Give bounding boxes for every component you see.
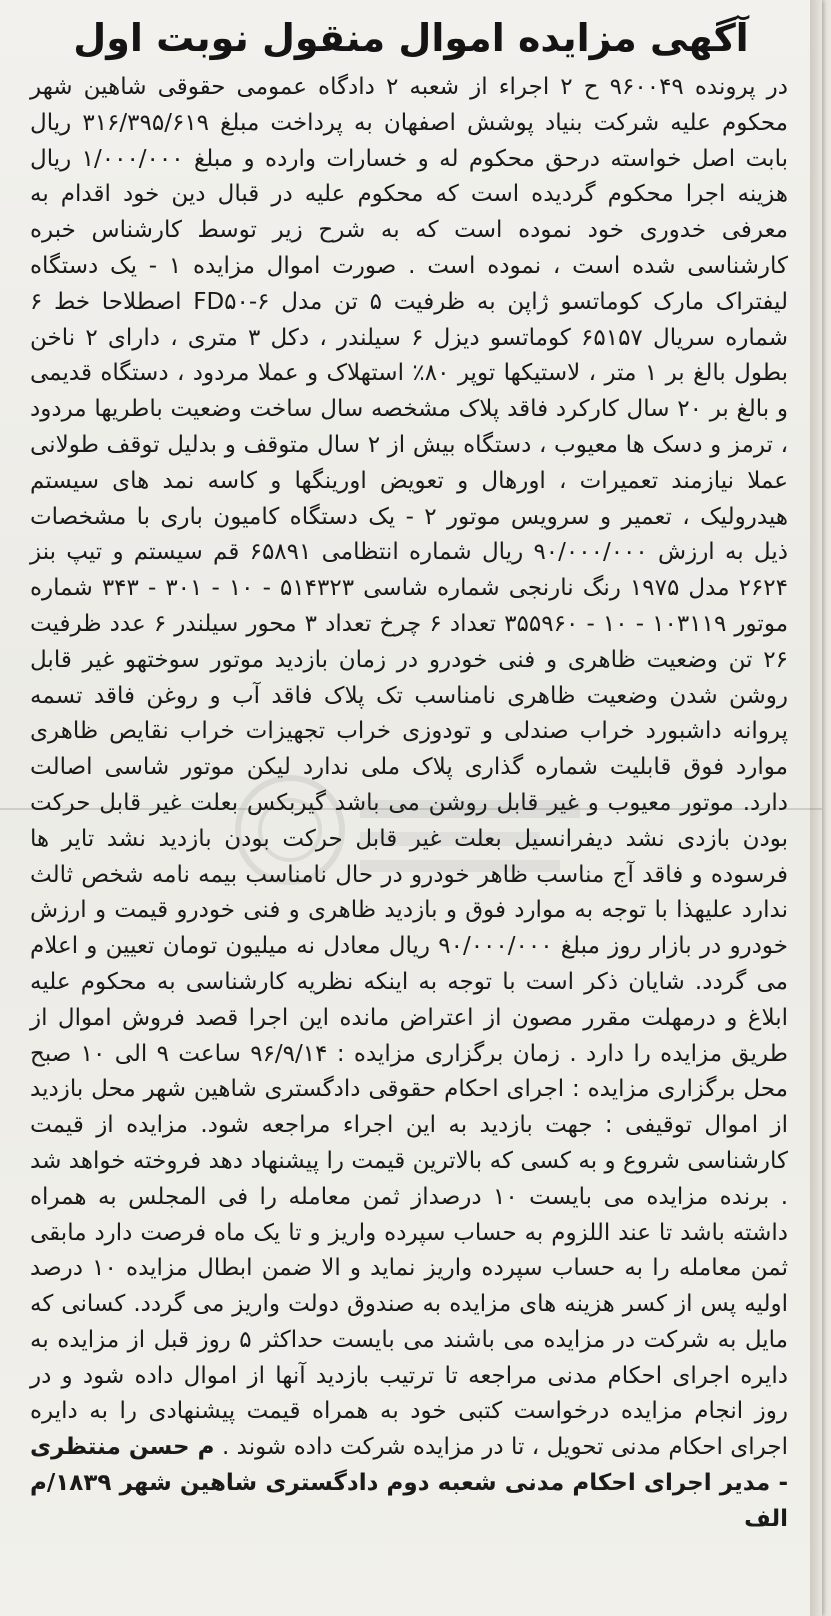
notice-body-text: در پرونده ۹۶۰۰۴۹ ح ۲ اجراء از شعبه ۲ دادگاه عمومی حقوقی شاهین شهر محکوم علیه شرکت بنیاد پوشش اصفهان به پرداخت مبلغ ۳۱۶/۳۹۵/۶۱۹ ریال بابت اصل خواسته درحق محکوم له و خسارات وارده و مبلغ ۱/۰۰۰/۰۰۰ ریال هزینه اجرا محکوم گردیده است که محکوم علیه در قبال دین خود اقدام به معرفی خدوری خود نموده است که به شرح زیر توسط کارشناس خبره کارشناسی شده است ، نموده است . صورت اموال مزایده ۱ - یک دستگاه لیفتراک مارک کوماتسو ژاپن به ظرفیت ۵ تن مدل FD۵۰-۶ اصطلاحا خط ۶ شماره سریال ۶۵۱۵۷ کوماتسو دیزل ۶ سیلندر ، دکل ۳ متری ، دارای ۲ ناخن بطول بالغ بر ۱ متر ، لاستیکها توپر ۸۰٪ استهلاک و عملا مردود ، دستگاه قدیمی و بالغ بر ۲۰ سال کارکرد فاقد پلاک مشخصه سال ساخت وضعیت باطریها مردود ، ترمز و دسک ها معیوب ، دستگاه بیش از ۲ سال متوقف و بدلیل توقف طولانی عملا نیازمند تعمیرات ، اورهال و تعویض اورینگها و کاسه نمد های سیستم هیدرولیک ، تعمیر و سرویس موتور ۲ - یک دستگاه کامیون باری با مشخصات ذیل به ارزش ۹۰/۰۰۰/۰۰۰ ریال شماره انتظامی ۶۵۸۹۱ قم سیستم و تیپ بنز ۲۶۲۴ مدل ۱۹۷۵ رنگ نارنجی شماره شاسی ۵۱۴۳۲۳ - ۱۰ - ۳۰۱ - ۳۴۳ شماره موتور ۱۰۳۱۱۹ - ۱۰ - ۳۵۵۹۶۰ تعداد ۶ چرخ تعداد ۳ محور سیلندر ۶ عدد ظرفیت ۲۶ تن وضعیت ظاهری و فنی خودرو در زمان بازدید موتور سوختهو غیر قابل روشن شدن وضعیت ظاهری نامناسب تک پلاک فاقد آب و روغن فاقد تسمه پروانه داشبورد خراب صندلی و تودوزی خراب تجهیزات خراب نقایص ظاهری موارد فوق قابلیت شماره گذاری پلاک ملی ندارد لیکن موتور شاسی اصالت دارد. موتور معیوب و غیر قابل روشن می باشد گیربکس بعلت غیر قابل حرکت بودن بازدی نشد دیفرانسیل بعلت غیر قابل حرکت بودن بازدید نشد تایر ها فرسوده و فاقد آج مناسب ظاهر خودرو در حال نامناسب بیمه نامه شخص ثالث ندارد علیهذا با توجه به موارد فوق و بازدید ظاهری و فنی خودرو قیمت و ارزش خودرو در بازار روز مبلغ ۹۰/۰۰۰/۰۰۰ ریال معادل نه میلیون تومان تعیین و اعلام می گردد. شایان ذکر است با توجه به اینکه نظریه کارشناسی به محکوم علیه ابلاغ و درمهلت مقرر مصون از اعتراض مانده این اجرا قصد فروش اموال از طریق مزایده را دارد . زمان برگزاری مزایده : ۹۶/۹/۱۴ ساعت ۹ الی ۱۰ صبح محل برگزاری مزایده : اجرای احکام حقوقی دادگستری شاهین شهر محل بازدید از اموال توقیفی : جهت بازدید به این اجراء مراجعه شود. مزایده از قیمت کارشناسی شروع و به کسی که بالاترین قیمت را پیشنهاد دهد فروخته خواهد شد . برنده مزایده می بایست ۱۰ درصداز ثمن معامله را فی المجلس به همراه داشته باشد تا عند اللزوم به حساب سپرده واریز و تا یک ماه فرصت دارد مابقی ثمن معامله را به حساب سپرده واریز نماید و الا ضمن ابطال مزایده ۱۰ درصد اولیه پس از کسر هزینه های مزایده به صندوق دولت واریز می گردد. کسانی که مایل به شرکت در مزایده می باشند می بایست حداکثر ۵ روز قبل از مزایده به دایره اجرای احکام مدنی مراجعه تا ترتیب بازدید آنها از اموال داده شود و در روز انجام مزایده درخواست کتبی خود به همراه قیمت پیشنهادی را به دایره اجرای احکام مدنی تحویل ، تا در مزایده شرکت داده شوند . (30, 74, 789, 1461)
notice-signature: م حسن منتظری - مدیر اجرای احکام مدنی شعبه دوم دادگستری شاهین شهر ۱۸۳۹/م الف (30, 1434, 788, 1532)
notice-title: آگهی مزایده اموال منقول نوبت اول (73, 16, 749, 60)
notice-body (30, 70, 788, 1538)
